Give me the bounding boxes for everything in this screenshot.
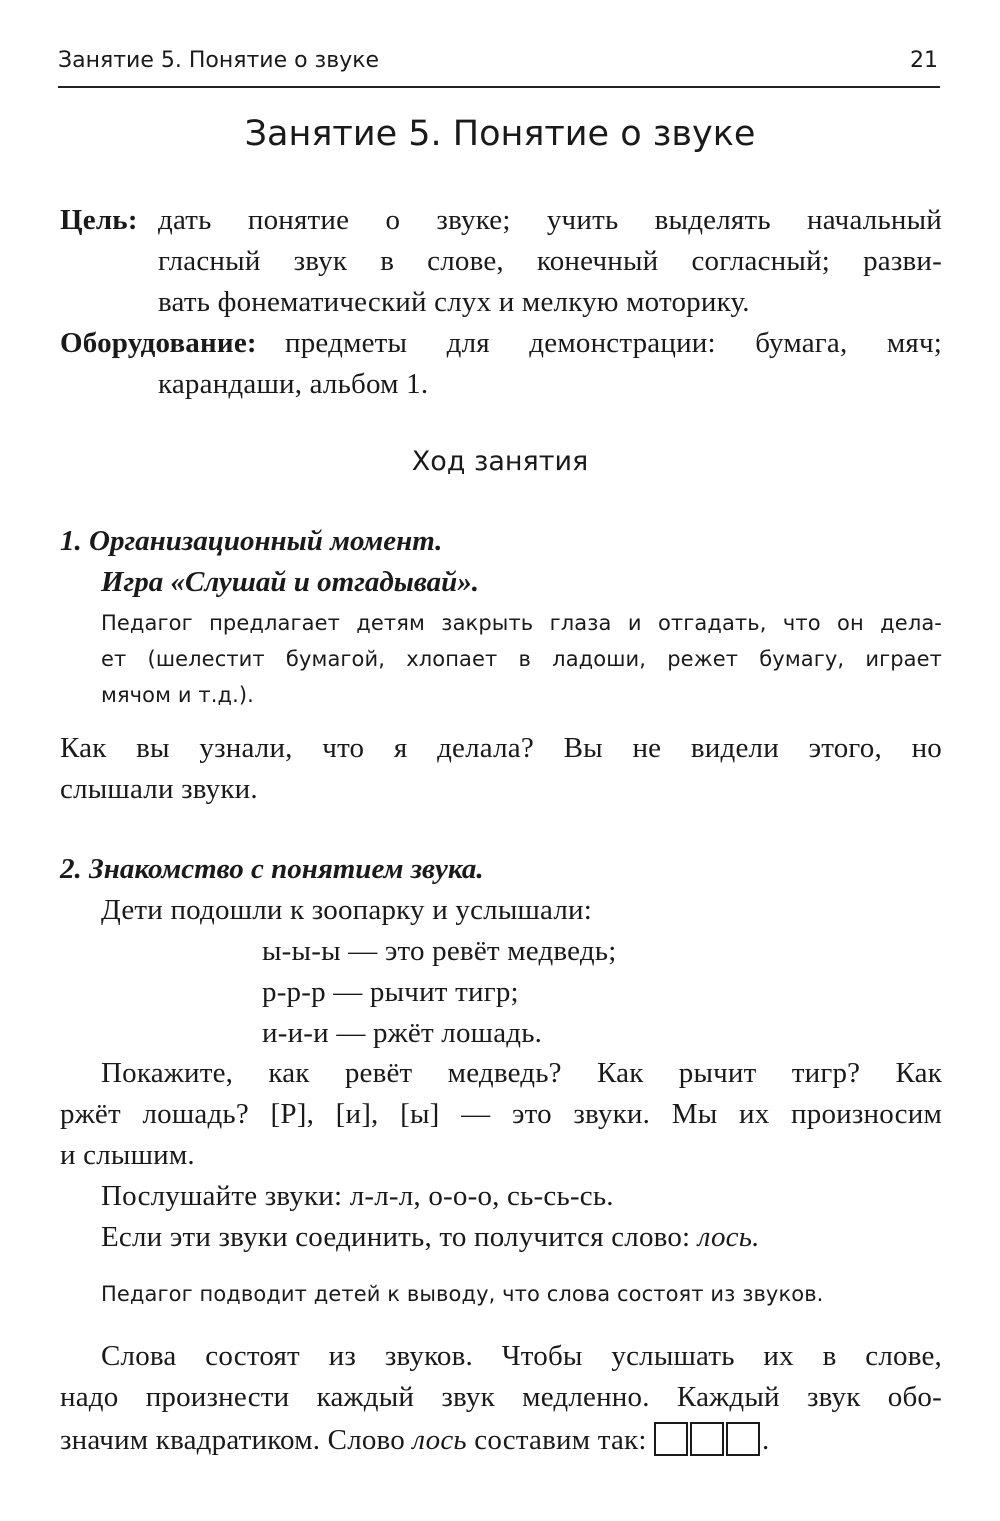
header-rule (58, 86, 940, 88)
goal-line-1: дать понятие о звуке; учить выделять начальный (158, 204, 942, 236)
page-number: 21 (910, 48, 938, 73)
sound-box-3 (726, 1422, 760, 1456)
step1-text-line-1: Как вы узнали, что я делала? Вы не видели этого, но (60, 732, 942, 764)
step2-para1-line-1: Покажите, как ревёт медведь? Как рычит тигр? Как (101, 1057, 942, 1089)
equipment-line-2: карандаши, альбом 1. (158, 368, 429, 400)
sound-line-2: р-р-р — рычит тигр; (262, 976, 519, 1008)
step1-note-line-3: мячом и т.д.). (101, 683, 254, 707)
word-los-2: лось (412, 1424, 467, 1456)
step2-final-line-2: надо произнести каждый звук медленно. Каждый звук обо- (60, 1381, 942, 1413)
running-head: Занятие 5. Понятие о звуке (58, 48, 380, 73)
sound-line-3: и-и-и — ржёт лошадь. (262, 1017, 543, 1049)
step2-para1-line-2: ржёт лошадь? [Р], [и], [ы] — это звуки. Мы их произносим (60, 1098, 942, 1130)
sound-box-1 (654, 1422, 688, 1456)
equipment-label: Оборудование: (60, 327, 257, 359)
equipment-line-1: предметы для демонстрации: бумага, мяч; (285, 327, 942, 359)
section-title: Ход занятия (411, 446, 589, 477)
goal-line-2: гласный звук в слове, конечный согласный; разви- (158, 245, 942, 277)
step2-para1-line-3: и слышим. (60, 1139, 195, 1171)
step1-note-line-1: Педагог предлагает детям закрыть глаза и отгадать, что он дела- (101, 611, 942, 635)
step2-connect-line: Если эти звуки соединить, то получится слово: лось. (101, 1221, 760, 1253)
step1-subheading: Игра «Слушай и отгадывай». (101, 566, 480, 598)
goal-label: Цель: (60, 204, 138, 236)
step1-heading: 1. Организационный момент. (60, 525, 443, 557)
step2-final-line-1: Слова состоят из звуков. Чтобы услышать их в слове, (101, 1340, 942, 1372)
step2-listen-line: Послушайте звуки: л-л-л, о-о-о, сь-сь-сь. (101, 1180, 614, 1212)
step2-intro: Дети подошли к зоопарку и услышали: (101, 894, 593, 926)
lesson-title: Занятие 5. Понятие о звуке (244, 114, 756, 154)
goal-line-3: вать фонематический слух и мелкую моторику. (158, 286, 750, 318)
word-los: лось. (697, 1221, 760, 1253)
step2-final-line-3: значим квадратиком. Слово лось составим так: . (60, 1424, 770, 1456)
sound-line-1: ы-ы-ы — это ревёт медведь; (262, 935, 617, 967)
step1-note-line-2: ет (шелестит бумагой, хлопает в ладоши, режет бумагу, играет (101, 647, 942, 671)
sound-box-2 (690, 1422, 724, 1456)
step2-note: Педагог подводит детей к выводу, что слова состоят из звуков. (101, 1282, 824, 1306)
step1-text-line-2: слышали звуки. (60, 773, 258, 805)
step2-heading: 2. Знакомство с понятием звука. (60, 853, 484, 885)
